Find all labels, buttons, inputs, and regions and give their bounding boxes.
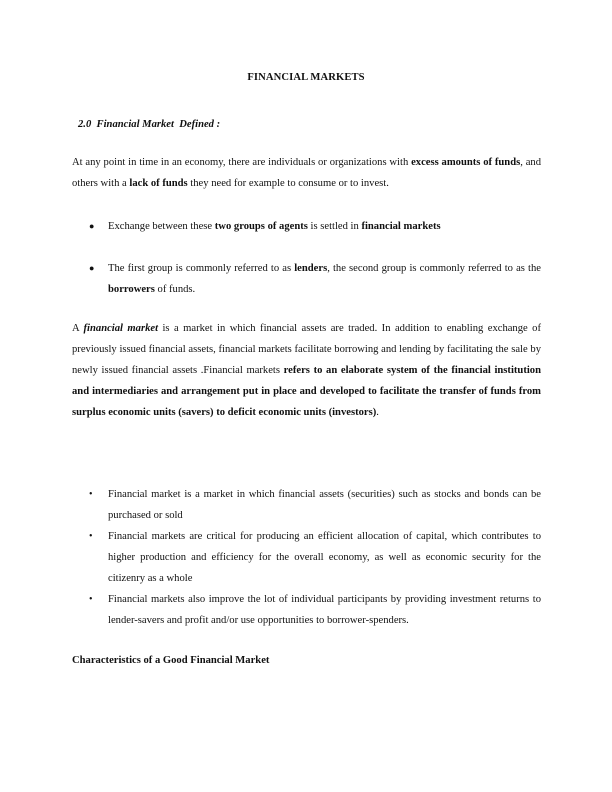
text-run: is a market in which financial assets are traded. In addition to enabling exchange of previously issued financial assets, financial markets facilitate borrowing and lending by facilitating the sale by newly issued financial assets .Financial markets xyxy=(72,323,542,376)
text-run: of funds. xyxy=(154,284,196,295)
definition-paragraph xyxy=(72,318,541,423)
bullet-icon: • xyxy=(89,531,93,542)
text-run: At any point in time in an economy, there are individuals or organizations with xyxy=(72,157,412,168)
document-title: FINANCIAL MARKETS xyxy=(247,72,365,83)
text-run: The first group is commonly referred to as xyxy=(108,263,295,274)
text-run: , and others with a xyxy=(72,157,541,189)
text-run: they need for example to consume or to invest. xyxy=(187,178,389,189)
list-item xyxy=(72,484,541,526)
list-item xyxy=(72,526,541,589)
bold-term-excess-funds: excess amounts of funds xyxy=(411,157,521,168)
text-run: , the second group is commonly referred to as the xyxy=(327,263,541,274)
list-item xyxy=(72,258,541,300)
intro-paragraph xyxy=(72,152,541,194)
bold-term: lenders xyxy=(294,263,328,274)
bullet-icon: ● xyxy=(89,221,95,231)
section-heading: 2.0 Financial Market Defined : xyxy=(78,119,221,130)
bullet-icon: • xyxy=(89,489,93,500)
list-item xyxy=(72,589,541,631)
bold-italic-term: financial market xyxy=(83,323,159,334)
list-item xyxy=(72,216,541,237)
text-run: Exchange between these xyxy=(108,221,215,232)
list-item-text: Financial markets are critical for producing an efficient allocation of capital, which contributes to higher production and efficiency for the overall economy, as well as economic security for the citizenry as a whole xyxy=(108,531,541,584)
list-item-text: Financial market is a market in which financial assets (securities) such as stocks and bonds can be purchased or sold xyxy=(108,489,541,521)
sub-heading: Characteristics of a Good Financial Market xyxy=(72,655,270,666)
bullet-icon: • xyxy=(89,594,93,605)
bold-term: financial markets xyxy=(361,221,441,232)
functions-bullet-list xyxy=(72,484,541,631)
bold-term: two groups of agents xyxy=(214,221,308,232)
text-run: . xyxy=(376,407,379,418)
text-run: A xyxy=(72,323,84,334)
bold-definition: refers to an elaborate system of the financial institution and intermediaries and arrangement put in place and developed to facilitate the transfer of funds from surplus economic units (savers) to deficit economic units (investors) xyxy=(72,365,541,418)
text-run: is settled in xyxy=(307,221,362,232)
bullet-icon: ● xyxy=(89,263,95,273)
agents-bullet-list xyxy=(72,216,541,300)
bold-term-lack-of-funds: lack of funds xyxy=(129,178,188,189)
bold-term: borrowers xyxy=(108,284,155,295)
list-item-text: Financial markets also improve the lot of individual participants by providing investment returns to lender-savers and profit and/or use opportunities to borrower-spenders. xyxy=(108,594,541,626)
